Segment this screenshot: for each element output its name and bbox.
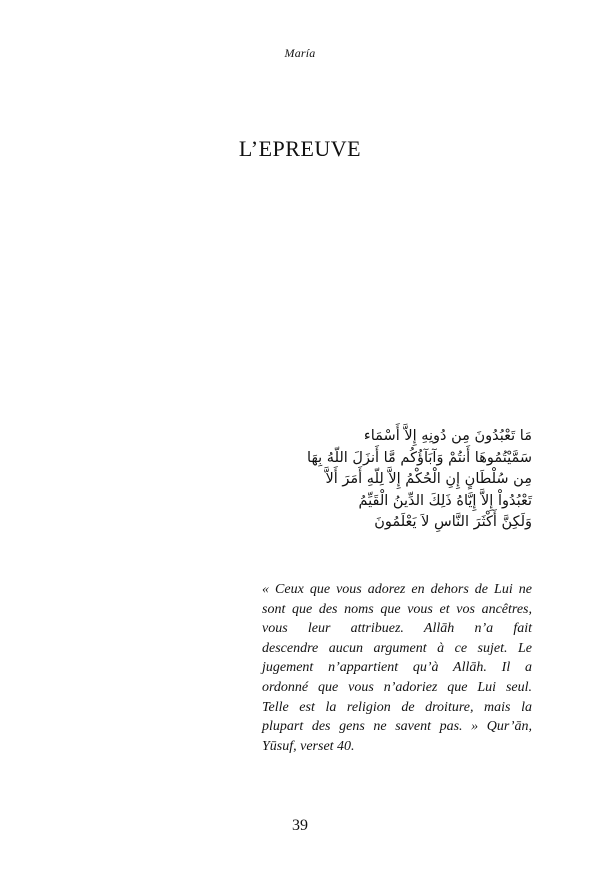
translation-line: sont que des noms que vous et vos ancêtres,	[262, 601, 532, 617]
arabic-verse-line: تَعْبُدُواْ إِلاَّ إِيَّاهُ ذَلِكَ الدِّينُ الْقَيِّمُ	[358, 492, 532, 509]
translation-line: « Ceux que vous adorez en dehors de Lui ne	[262, 582, 532, 597]
translation-line: Yūsuf, verset 40.	[262, 738, 355, 754]
translation-line: Telle est la religion de droiture, mais la	[262, 699, 532, 715]
arabic-verse-line: سَمَّيْتُمُوهَا أَنتُمْ وَآبَآؤُكُم مَّا أَنزَلَ اللّهُ بِهَا	[307, 449, 532, 466]
translation-line: vous leur attribuez. Allāh n’a fait	[262, 621, 532, 637]
chapter-title: L’EPREUVE	[238, 136, 362, 161]
arabic-verse-line: وَلَكِنَّ أَكْثَرَ النَّاسِ لاَ يَعْلَمُونَ	[374, 514, 532, 530]
translation-line: plupart des gens ne savent pas. » Qur’ān,	[262, 719, 532, 735]
translation-line: ordonné que vous n’adoriez que Lui seul.	[262, 679, 532, 695]
arabic-verse-line: مَا تَعْبُدُونَ مِن دُونِهِ إِلاَّ أَسْمَاء	[363, 428, 532, 444]
verse-translation	[262, 580, 532, 756]
page-number: 39	[292, 817, 308, 834]
translation-line: descendre aucun argument à ce sujet. Le	[262, 640, 532, 656]
arabic-verse-line: مِن سُلْطَانٍ إِنِ الْحُكْمُ إِلاَّ لِلّهِ أَمَرَ أَلاَّ	[325, 471, 532, 487]
running-head: María	[284, 46, 316, 60]
arabic-verse	[270, 426, 532, 534]
translation-line: jugement n’appartient qu’à Allāh. Il a	[262, 660, 532, 676]
